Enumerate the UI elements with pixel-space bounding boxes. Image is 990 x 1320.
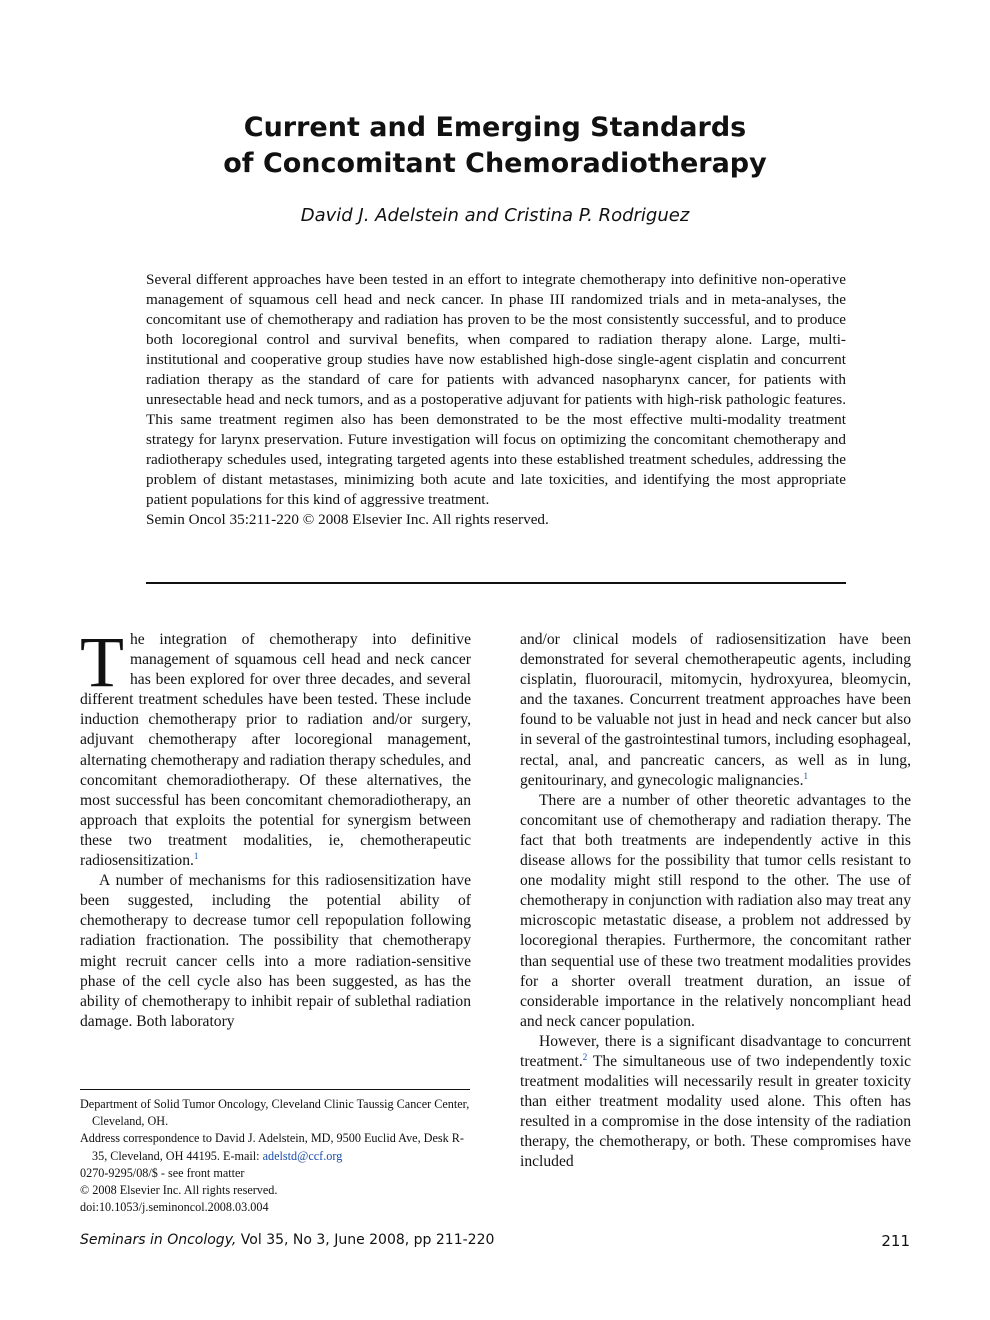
- disadvantage-text-start: However, there is a significant disadvantage to concurrent treatment.: [520, 1032, 911, 1070]
- title-line-2: of Concomitant Chemoradiotherapy: [223, 148, 767, 179]
- article-title: [0, 110, 990, 182]
- left-column: [80, 622, 471, 1032]
- footnote-copyright: © 2008 Elsevier Inc. All rights reserved.: [80, 1183, 278, 1198]
- email-link[interactable]: adelstd@ccf.org: [262, 1148, 343, 1163]
- footnote-address-text: Address correspondence to David J. Adelstein, MD, 9500 Euclid Ave, Desk R-35, Cleveland, OH 44195. E-mail:: [80, 1131, 464, 1163]
- abstract-citation: Semin Oncol 35:211-220 © 2008 Elsevier Inc. All rights reserved.: [146, 511, 549, 528]
- right-column: [520, 630, 911, 1173]
- running-footer: [80, 1232, 494, 1248]
- disadvantage-paragraph: [520, 1032, 911, 1173]
- continuation-paragraph: [520, 630, 911, 791]
- intro-paragraph: [80, 622, 471, 871]
- footnote-address: [80, 1130, 472, 1164]
- intro-text: he integration of chemotherapy into definitive management of squamous cell head and neck cancer has been explored for over three decades, and several different treatment schedules have been tested. These include induction chemotherapy prior to radiation and/or surgery, adjuvant chemotherapy after locoregional management, alternating chemotherapy and radiation therapy schedules, and concomitant chemoradiotherapy. Of these alternatives, the most successful has been concomitant chemoradiotherapy, an approach that exploits the potential for synergism between these two treatment modalities, ie, chemotherapeutic radiosensitization.: [80, 631, 471, 870]
- title-line-1: Current and Emerging Standards: [243, 112, 747, 143]
- footnotes: [80, 1096, 472, 1216]
- reference-link-2[interactable]: 2: [582, 1051, 588, 1062]
- continuation-text: and/or clinical models of radiosensitization have been demonstrated for several chemotherapeutic agents, including cisplatin, fluorouracil, mitomycin, hydroxyurea, bleomycin, and the taxanes. Concurrent treatment approaches have been found to be valuable not just in head and neck cancer but also in several of the gastrointestinal tumors, including esophageal, rectal, anal, and pancreatic cancers, as well as in lung, genitourinary, and gynecologic malignancies.: [520, 631, 911, 789]
- abstract-bottom-rule: [146, 582, 846, 584]
- footnote-doi: doi:10.1053/j.seminoncol.2008.03.004: [80, 1200, 269, 1215]
- reference-link-1[interactable]: 1: [193, 850, 199, 861]
- journal-name: Seminars in Oncology,: [80, 1232, 237, 1248]
- page-number: 211: [881, 1232, 910, 1250]
- author-list: David J. Adelstein and Cristina P. Rodriguez: [300, 205, 690, 226]
- footnote-issn: 0270-9295/08/$ - see front matter: [80, 1165, 245, 1180]
- advantages-paragraph: There are a number of other theoretic advantages to the concomitant use of chemotherapy and radiation therapy. The fact that both treatments are independently active in this disease allows for the possibility that tumor cells resistant to one modality might still respond to the other. The use of chemotherapy in conjunction with radiation also may treat any microscopic metastatic disease, a problem not addressed by locoregional therapies. Furthermore, the concomitant rather than sequential use of these two treatment modalities provides for a shorter overall treatment duration, an issue of considerable importance in the relatively noncompliant head and neck cancer population.: [520, 791, 911, 1030]
- reference-link-1b[interactable]: 1: [803, 770, 808, 781]
- drop-cap: T: [80, 622, 124, 702]
- issue-info: Vol 35, No 3, June 2008, pp 211-220: [236, 1232, 495, 1248]
- abstract-text: Several different approaches have been tested in an effort to integrate chemotherapy into definitive non-operative management of squamous cell head and neck cancer. In phase III randomized trials and in meta-analyses, the concomitant use of chemotherapy and radiation has proven to be the most consistently successful, and to produce both locoregional control and survival benefits, when compared to radiation therapy alone. Large, multi-institutional and cooperative group studies have now established high-dose single-agent cisplatin and concurrent radiation therapy as the standard of care for patients with advanced nasopharynx cancer, for patients with unresectable head and neck tumors, and as a postoperative adjuvant for patients with high-risk pathologic features. This same treatment regimen also has been demonstrated to be the most effective multi-modality treatment strategy for larynx preservation. Future investigation will focus on optimizing the concomitant chemotherapy and radiotherapy schedules used, integrating targeted agents into these established treatment schedules, addressing the problem of distant metastases, minimizing both acute and late toxicities, and identifying the most appropriate patient populations for this kind of aggressive treatment.: [146, 271, 846, 508]
- disadvantage-text-rest: The simultaneous use of two independently toxic treatment modalities will necessarily result in greater toxicity than either treatment modality used alone. This often has resulted in a compromise in the dose intensity of the radiation therapy, the chemotherapy, or both. These compromises have included: [520, 1052, 911, 1171]
- mechanisms-paragraph: A number of mechanisms for this radiosensitization have been suggested, including the potential ability of chemotherapy to decrease tumor cell repopulation following radiation fractionation. The possibility that chemotherapy might recruit cancer cells into a more radiation-sensitive phase of the cell cycle also has been suggested, as has the ability of chemotherapy to inhibit repair of sublethal radiation damage. Both laboratory: [80, 872, 471, 1030]
- footnote-rule: [80, 1089, 470, 1090]
- abstract: [146, 270, 846, 530]
- footnote-affiliation: Department of Solid Tumor Oncology, Cleveland Clinic Taussig Cancer Center, Cleveland, OH.: [80, 1097, 470, 1129]
